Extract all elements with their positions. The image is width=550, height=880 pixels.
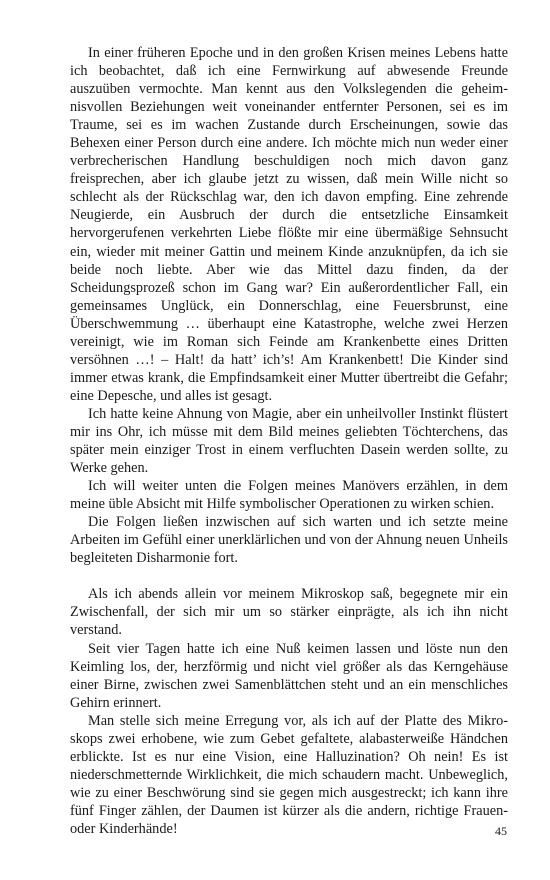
paragraph: Man stelle sich meine Erregung vor, als ich auf der Platte des Mikroskops zwei erhobene, wie zum Gebet gefaltete, alabasterweiße Händchen erblickte. Ist es nur eine Vision, eine Halluzination? Oh nein! Es ist niederschmetternde Wirklichkeit, die mich schaudern macht. Unbeweglich, wie zu einer Beschwörung sind sie gegen mich ausgestreckt; ich kann ihre fünf Finger zählen, der Daumen ist kürzer als die andern, richtige Frauen- oder Kinderhände!	[70, 712, 508, 837]
paragraph: Seit vier Tagen hatte ich eine Nuß keimen lassen und löste nun den Keimling los, der, herzförmig und nicht viel größer als das Kerngehäuse einer Birne, zwischen zwei Samenblättchen steht und an ein menschliches Gehirn erinnert.	[70, 640, 508, 711]
text-section-1	[70, 44, 508, 567]
paragraph: Ich will weiter unten die Folgen meines Manövers erzählen, in dem meine üble Absicht mit Hilfe symbolischer Operationen zu wirken schien.	[70, 478, 508, 513]
text-section-2	[70, 585, 508, 838]
paragraph: In einer früheren Epoche und in den großen Krisen meines Lebens hatte ich beobachtet, daß ich eine Fernwirkung auf abwesende Freunde auszuüben vermochte. Man kennt aus den Volkslegenden die geheimnisvollen Beziehungen weit voneinander entfernter Personen, sei es im Traume, sei es im wachen Zustande durch Erscheinungen, sowie das Behexen einer Person durch eine andere. Ich möchte mich nun weder einer verbrecherischen Handlung beschuldigen noch mich davon ganz freisprechen, aber ich glaube jetzt zu wissen, daß mein Wille nicht so schlecht als der Rückschlag war, den ich davon empfing. Eine zehrende Neugierde, ein Ausbruch der durch die entsetzliche Einsamkeit hervorgerufenen verkehrten Liebe flößte mir eine übermäßige Sehnsucht ein, wieder mit meiner Gattin und meinem Kinde anzuknüpfen, da ich sie beide noch liebte. Aber wie das Mittel dazu finden, da der Scheidungsprozeß schon im Gang war? Ein außerordentlicher Fall, ein gemeinsames Unglück, ein Donnerschlag, eine Feuersbrunst, eine Überschwemmung … überhaupt eine Katastrophe, welche zwei Herzen vereinigt, wie im Roman sich Feinde am Krankenbette eines Dritten versöhnen …! – Halt! da hatt’ ich’s! Am Krankenbett! Die Kinder sind immer etwas krank, die Empfindsamkeit einer Mutter übertreibt die Gefahr; eine Depesche, und alles ist gesagt.	[70, 45, 508, 404]
page-body	[70, 44, 508, 838]
paragraph: Ich hatte keine Ahnung von Magie, aber ein unheilvoller Instinkt flüstert mir ins Ohr, ich müsse mit dem Bild meines geliebten Töchterchens, das später mein einziger Trost in einem verfluchten Dasein werden sollte, zu Werke gehen.	[70, 405, 508, 477]
page-number: 45	[495, 824, 507, 838]
paragraph: Die Folgen ließen inzwischen auf sich warten und ich setzte meine Arbeiten im Gefühl einer unerklärlichen und von der Ahnung neuen Unheils begleiteten Disharmonie fort.	[70, 514, 508, 567]
paragraph: Als ich abends allein vor meinem Mikroskop saß, begegnete mir ein Zwischenfall, der sich mir um so stärker einprägte, als ich ihn nicht verstand.	[70, 586, 508, 639]
